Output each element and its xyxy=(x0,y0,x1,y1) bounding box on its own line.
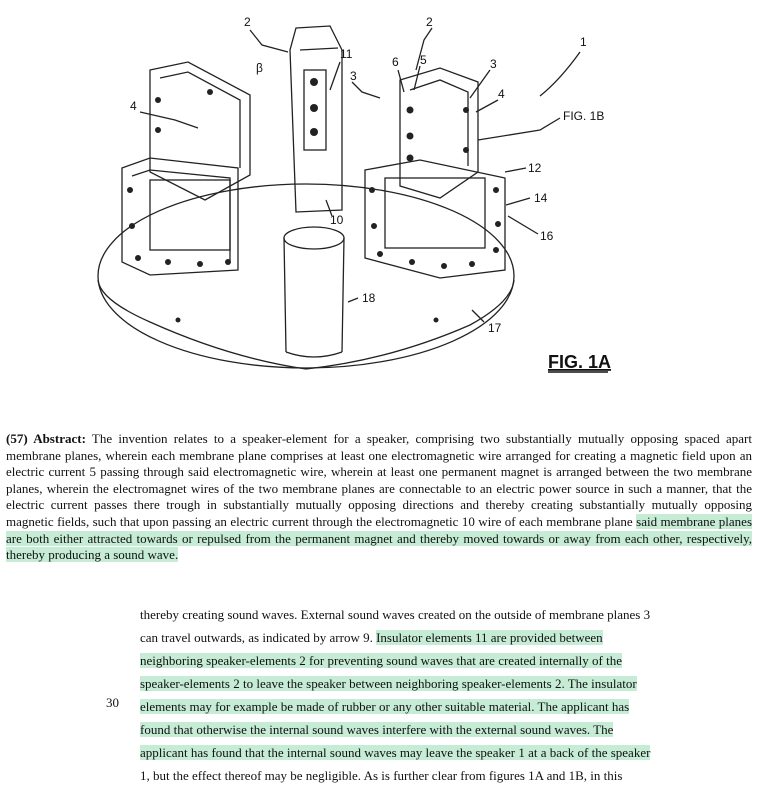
tube xyxy=(284,227,344,249)
abstract-text: The invention relates to a speaker-element for a speaker, comprising two substantially mutually opposing spaced apart membrane planes, wherein each membrane plane comprises at least one electromagnetic wire arranged for creating a magnetic field upon an electric current 5 passing through said electromagnetic wire, wherein at least one permanent magnet is arranged between the two membrane planes, wherein the electromagnet wires of the two membrane planes are connectable to an electric power source in such a manner, that the electric current passes there trough in substantially mutually opposing directions and thereby creating substantially mutually opposing magnetic fields, such that upon passing an electric current through the electromagnetic 10 wire of each membrane plane xyxy=(6,431,752,529)
ref-label: FIG. 1B xyxy=(563,109,605,123)
module-back-left xyxy=(150,62,250,200)
ref-label: 17 xyxy=(488,321,502,335)
excerpt-line: 1, but the effect thereof may be negligible. As is further clear from figures 1A and 1B, in this xyxy=(140,768,623,783)
ref-label: 3 xyxy=(490,57,497,71)
figure-caption: FIG. 1A xyxy=(548,352,612,372)
abstract-highlight: said membrane planes are both either attracted towards or repulsed from the permanent magnet and thereby moved towards or away from each other, respectively, thereby producing a sound wave. xyxy=(6,513,753,563)
ref-label: 5 xyxy=(420,53,427,67)
ref-label: 12 xyxy=(528,161,542,175)
excerpt-line: applicant has found that the internal sound waves may leave the speaker 1 at a back of the speaker xyxy=(140,745,651,760)
line-number: 30 xyxy=(106,695,119,710)
ref-label: 16 xyxy=(540,229,554,243)
ref-label: 2 xyxy=(426,15,433,29)
ref-label: 11 xyxy=(340,47,353,61)
excerpt-line: thereby creating sound waves. External sound waves created on the outside of membrane planes 3 xyxy=(140,607,651,622)
excerpt-line: found that otherwise the internal sound waves interfere with the external sound waves. The xyxy=(140,722,614,737)
ref-label: 10 xyxy=(330,213,344,227)
ref-label: 6 xyxy=(392,55,399,69)
ref-label: 3 xyxy=(350,69,357,83)
ref-label: 1 xyxy=(580,35,587,49)
ref-label: 4 xyxy=(498,87,505,101)
excerpt-line: elements may for example be made of rubber or any other suitable material. The applicant has xyxy=(140,699,630,714)
ref-label: 2 xyxy=(244,15,251,29)
ref-label: β xyxy=(256,61,263,75)
ref-label: 18 xyxy=(362,291,376,305)
ref-label: 14 xyxy=(534,191,548,205)
ref-label: 4 xyxy=(130,99,137,113)
description-excerpt xyxy=(140,603,652,787)
excerpt-line: neighboring speaker-elements 2 for preventing sound waves that are created internally of the xyxy=(140,653,623,668)
abstract xyxy=(6,431,752,564)
abstract-heading: (57) Abstract: xyxy=(6,431,86,446)
excerpt-line: speaker-elements 2 to leave the speaker between neighboring speaker-elements 2. The insulator xyxy=(140,676,637,691)
excerpt-line: can travel outwards, as indicated by arrow 9. Insulator elements 11 are provided between xyxy=(140,630,603,645)
